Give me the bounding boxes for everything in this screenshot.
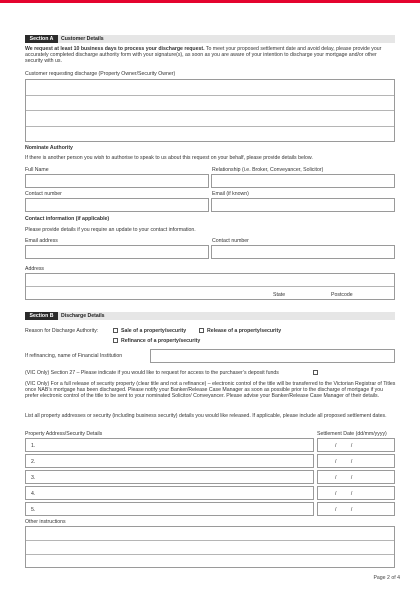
row-number: 5.	[31, 507, 36, 513]
section-a-tag: Section A	[25, 35, 58, 43]
section-a-title: Customer Details	[61, 36, 104, 42]
contact-number-field[interactable]	[25, 198, 209, 212]
state-label: State	[273, 292, 286, 298]
date-separators: / /	[335, 507, 353, 513]
settlement-date-field[interactable]	[317, 454, 395, 468]
row-number: 4.	[31, 491, 36, 497]
refinance-checkbox[interactable]	[113, 338, 118, 343]
sale-checkbox[interactable]	[113, 328, 118, 333]
settlement-date-field[interactable]	[317, 438, 395, 452]
date-separators: / /	[335, 491, 353, 497]
full-name-label: Full Name	[25, 167, 49, 173]
address-label: Address	[25, 266, 45, 272]
contact-number2-label: Contact number	[212, 238, 249, 244]
refinance-institution-label: If refinancing, name of Financial Institution	[25, 353, 123, 359]
customer-label: Customer requesting discharge (Property Owner/Security Owner)	[25, 71, 176, 77]
nominate-text: If there is another person you wish to authorise to speak to us about this request on your behalf, please provide details below.	[25, 155, 313, 161]
other-instructions-label: Other instructions	[25, 519, 66, 525]
customer-line-3	[26, 126, 394, 127]
contact-heading: Contact information (if applicable)	[25, 216, 110, 222]
customer-line-1	[26, 95, 394, 96]
section-a-intro	[25, 46, 395, 65]
settlement-date-field[interactable]	[317, 486, 395, 500]
other-line-2	[26, 554, 394, 555]
other-instructions-field[interactable]	[25, 526, 395, 568]
settlement-date-field[interactable]	[317, 470, 395, 484]
customer-line-2	[26, 110, 394, 111]
section-b-title: Discharge Details	[61, 313, 105, 319]
contact-number-label: Contact number	[25, 191, 62, 197]
email-address-label: Email address	[25, 238, 58, 244]
property-address-field[interactable]	[25, 438, 314, 452]
postcode-label: Postcode	[331, 292, 353, 298]
contact-number2-field[interactable]	[211, 245, 395, 259]
section-b-header	[25, 312, 395, 320]
list-text: List all property addresses or security (including business security) details you would like released. If applicable, please include all proposed settlement dates.	[25, 413, 387, 419]
release-checkbox[interactable]	[199, 328, 204, 333]
address-line	[26, 286, 394, 287]
refinance-option-label: Refinance of a property/security	[121, 338, 201, 344]
nominate-heading: Nominate Authority	[25, 145, 73, 151]
relationship-label: Relationship (i.e. Broker, Conveyancer, Solicitor)	[212, 167, 324, 173]
property-address-field[interactable]	[25, 502, 314, 516]
property-address-field[interactable]	[25, 454, 314, 468]
contact-text: Please provide details if you require an update to your contact information.	[25, 227, 196, 233]
vic-full-release-text: (VIC Only) For a full release of security property (clear title and not a refinance) – electronic control of the title will be transferred to the Victorian Registrar of Titles once NAB’s mortgage has been discharged. Please notify your Banker/Release Case Manager as soon as possible prior to the discharge of mortgage if you prefer electronic control of the title to be sent to your nominated Solicitor/ Conveyancer. Please advise your Banker/Release Case Manager of their details.	[25, 381, 396, 400]
date-separators: / /	[335, 475, 353, 481]
section-a-header	[25, 35, 395, 43]
email-address-field[interactable]	[25, 245, 209, 259]
intro-rest: To meet your proposed settlement date and avoid delay, please provide your accurately completed discharge authority form with your signature(s), as soon as you are aware of your intention to discharge your mortgage and/or other security with us.	[25, 46, 382, 65]
email-if-known-field[interactable]	[211, 198, 395, 212]
intro-bold: We request at least 10 business days to process your discharge request.	[25, 46, 205, 52]
other-line-1	[26, 540, 394, 541]
date-separators: / /	[335, 443, 353, 449]
vic-s27-text: (VIC Only) Section 27 – Please indicate if you would like to request for access to the purchaser’s deposit funds	[25, 370, 279, 376]
row-number: 2.	[31, 459, 36, 465]
col-date-header: Settlement Date (dd/mm/yyyy)	[317, 431, 387, 437]
full-name-field[interactable]	[25, 174, 209, 188]
sale-option-label: Sale of a property/security	[121, 328, 187, 334]
section-b-tag: Section B	[25, 312, 58, 320]
reason-label: Reason for Discharge Authority:	[25, 328, 99, 334]
date-separators: / /	[335, 459, 353, 465]
settlement-date-field[interactable]	[317, 502, 395, 516]
row-number: 3.	[31, 475, 36, 481]
vic-s27-checkbox[interactable]	[313, 370, 318, 375]
brand-top-bar	[0, 0, 420, 3]
email-if-known-label: Email (if known)	[212, 191, 249, 197]
property-address-field[interactable]	[25, 470, 314, 484]
property-address-field[interactable]	[25, 486, 314, 500]
page-number: Page 2 of 4	[373, 575, 400, 581]
row-number: 1.	[31, 443, 36, 449]
relationship-field[interactable]	[211, 174, 395, 188]
col-address-header: Property Address/Security Details	[25, 431, 103, 437]
refinance-institution-field[interactable]	[150, 349, 395, 363]
release-option-label: Release of a property/security	[207, 328, 282, 334]
